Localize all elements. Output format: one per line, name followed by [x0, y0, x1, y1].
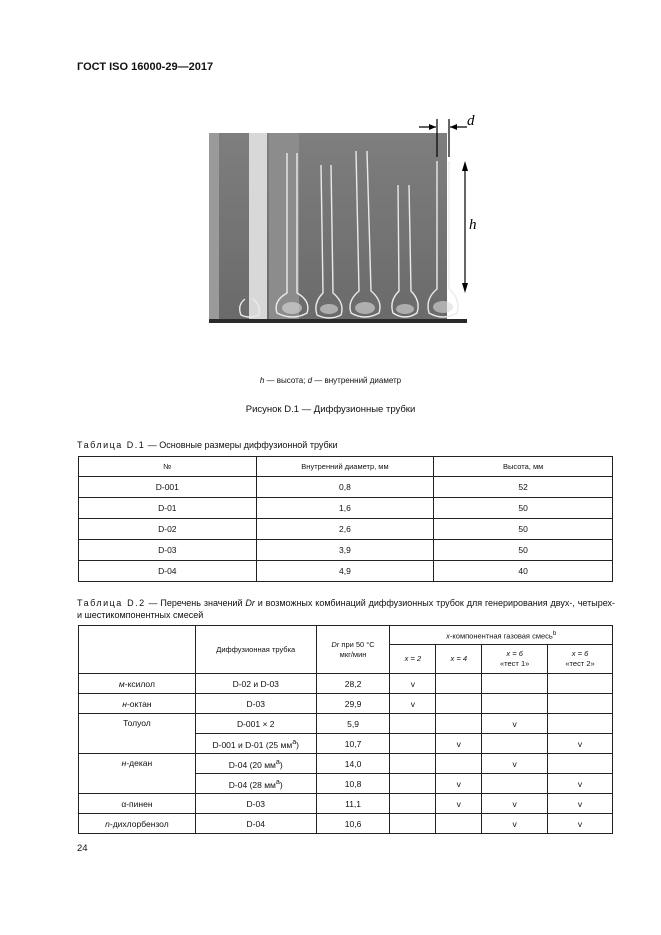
table2-header-x6-test2 [548, 645, 613, 674]
check-cell [436, 694, 482, 714]
page-number: 24 [77, 843, 88, 854]
check-cell [390, 714, 436, 734]
table-row [79, 714, 613, 734]
legend-h-text: — высота; [264, 376, 308, 385]
check-cell: v [482, 814, 548, 834]
table1-header-row [79, 457, 613, 477]
figure-legend [0, 376, 661, 385]
table2-header-mix [390, 626, 613, 645]
table-cell: 40 [434, 561, 613, 582]
substance-name: -ксилол [124, 678, 155, 689]
check-cell: v [548, 814, 613, 834]
check-cell [436, 674, 482, 694]
table2-header-dr [316, 626, 390, 674]
x2-label: x = 2 [404, 654, 422, 663]
tube-text: D-001 и D-01 (25 мм [212, 739, 293, 750]
table2-prefix: Таблица D.2 [77, 598, 146, 608]
table-row [79, 674, 613, 694]
substance-cell [79, 694, 196, 714]
dr-cell: 5,9 [316, 714, 390, 734]
table1-title-text: — Основные размеры диффузионной трубки [145, 440, 338, 450]
table-row [79, 754, 613, 774]
table1-title [77, 440, 617, 450]
table-cell: D-001 [79, 477, 257, 498]
dr-cell: 28,2 [316, 674, 390, 694]
table2-header-tube: Диффузионная трубка [195, 626, 316, 674]
substance-prefix: n [105, 818, 110, 829]
check-cell: v [548, 794, 613, 814]
mix-footnote: b [552, 629, 557, 637]
table-cell: D-03 [79, 540, 257, 561]
table-cell: D-04 [79, 561, 257, 582]
check-cell [482, 694, 548, 714]
check-cell [436, 714, 482, 734]
table2-header-x2 [390, 645, 436, 674]
table2-header-x6-test1 [482, 645, 548, 674]
dr-symbol: Dr [331, 639, 340, 649]
label-d: d [467, 113, 475, 129]
label-h: h [469, 217, 477, 233]
x4-label: x = 4 [450, 654, 468, 663]
x6b-test: «тест 2» [565, 659, 595, 668]
table-cell: 1,6 [256, 498, 434, 519]
table-cell: 2,6 [256, 519, 434, 540]
table2-header-row [79, 626, 613, 645]
table-cell: 50 [434, 498, 613, 519]
table-row [79, 477, 613, 498]
table-row [79, 540, 613, 561]
tube-text: ) [279, 779, 283, 790]
check-cell [548, 754, 613, 774]
table2-title [77, 597, 615, 621]
table-cell: 0,8 [256, 477, 434, 498]
tube-cell: D-001 × 2 [195, 714, 316, 734]
substance-prefix: н [121, 758, 127, 768]
table-row [79, 814, 613, 834]
table-cell: 50 [434, 519, 613, 540]
mix-label: -компонентная газовая смесь [449, 631, 553, 641]
check-cell [548, 714, 613, 734]
table2-header-substance [79, 626, 196, 674]
substance-cell [79, 754, 196, 794]
legend-d: d [307, 376, 313, 385]
check-cell [390, 774, 436, 794]
x6a-label: x = 6 [506, 649, 523, 658]
check-cell: v [548, 734, 613, 754]
tube-text: ) [296, 739, 299, 750]
substance-cell [79, 814, 196, 834]
table-d1 [78, 456, 613, 582]
tube-footnote: a [275, 777, 280, 786]
check-cell: v [548, 774, 613, 794]
tube-cell: D-02 и D-03 [195, 674, 316, 694]
tube-cell [195, 774, 316, 794]
tube-cell: D-03 [195, 794, 316, 814]
check-cell: v [390, 694, 436, 714]
check-cell [390, 754, 436, 774]
check-cell [436, 754, 482, 774]
table-cell: 50 [434, 540, 613, 561]
diffusion-tubes-photo [209, 113, 481, 345]
dr-cell: 10,7 [316, 734, 390, 754]
figure-caption: Рисунок D.1 — Диффузионные трубки [245, 404, 416, 415]
check-cell [390, 814, 436, 834]
substance-name: -октан [126, 698, 152, 709]
substance-cell: Толуол [79, 714, 196, 754]
legend-h: h [259, 376, 265, 385]
tube-text: D-04 (20 мм [228, 759, 276, 770]
substance-cell: α-пинен [79, 794, 196, 814]
legend-d-text: — внутренний диаметр [312, 376, 402, 385]
substance-prefix: н [122, 698, 127, 709]
tube-cell [195, 734, 316, 754]
check-cell: v [482, 714, 548, 734]
check-cell: v [482, 794, 548, 814]
document-header: ГОСТ ISO 16000-29—2017 [77, 61, 214, 73]
check-cell: v [436, 734, 482, 754]
check-cell [548, 694, 613, 714]
check-cell [482, 674, 548, 694]
table1-prefix: Таблица D.1 [77, 440, 146, 450]
substance-cell [79, 674, 196, 694]
table2-header-x4 [436, 645, 482, 674]
x6a-test: «тест 1» [499, 659, 530, 668]
tube-cell: D-04 [195, 814, 316, 834]
check-cell: v [390, 674, 436, 694]
table-cell: 52 [434, 477, 613, 498]
table-cell: 4,9 [256, 561, 434, 582]
dr-unit: мкг/мин [339, 649, 367, 659]
x6b-label: x = 6 [571, 649, 589, 658]
dr-cell: 14,0 [316, 754, 390, 774]
check-cell: v [482, 754, 548, 774]
table-cell: D-01 [79, 498, 257, 519]
table-d2 [78, 625, 613, 834]
tube-cell: D-03 [195, 694, 316, 714]
dr-temp: при 50 °C [339, 639, 375, 649]
check-cell [482, 734, 548, 754]
tube-footnote: a [292, 737, 297, 746]
dr-cell: 10,6 [316, 814, 390, 834]
mix-x: x [446, 631, 450, 641]
table-row [79, 519, 613, 540]
tube-text: D-04 (28 мм [228, 779, 276, 790]
table-row [79, 498, 613, 519]
tube-cell [195, 754, 316, 774]
check-cell [436, 814, 482, 834]
tube-footnote: a [275, 757, 280, 766]
tube-text: ) [279, 759, 283, 770]
table-row [79, 694, 613, 714]
check-cell [482, 774, 548, 794]
dr-cell: 10,8 [316, 774, 390, 794]
tubes-illustration [209, 113, 481, 345]
table1-header: № [79, 457, 257, 477]
table2-title-dr: Dr [245, 598, 255, 608]
table1-header: Высота, мм [434, 457, 613, 477]
check-cell [390, 794, 436, 814]
dr-cell: 29,9 [316, 694, 390, 714]
check-cell [548, 674, 613, 694]
table1-header: Внутренний диаметр, мм [256, 457, 434, 477]
substance-prefix: м [118, 678, 125, 689]
table-cell: 3,9 [256, 540, 434, 561]
table-cell: D-02 [79, 519, 257, 540]
substance-name: -декан [126, 758, 153, 768]
table-row [79, 794, 613, 814]
table2-title-part: и возможных комбинаций диффузионных трубок для генерирования двух-, четырех- и шестикомпонентных смесей [77, 598, 615, 620]
substance-name: -дихлорбензол [109, 818, 169, 829]
check-cell: v [436, 794, 482, 814]
table-row [79, 561, 613, 582]
check-cell: v [436, 774, 482, 794]
dr-cell: 11,1 [316, 794, 390, 814]
table2-title-part: — Перечень значений [145, 598, 246, 608]
check-cell [390, 734, 436, 754]
